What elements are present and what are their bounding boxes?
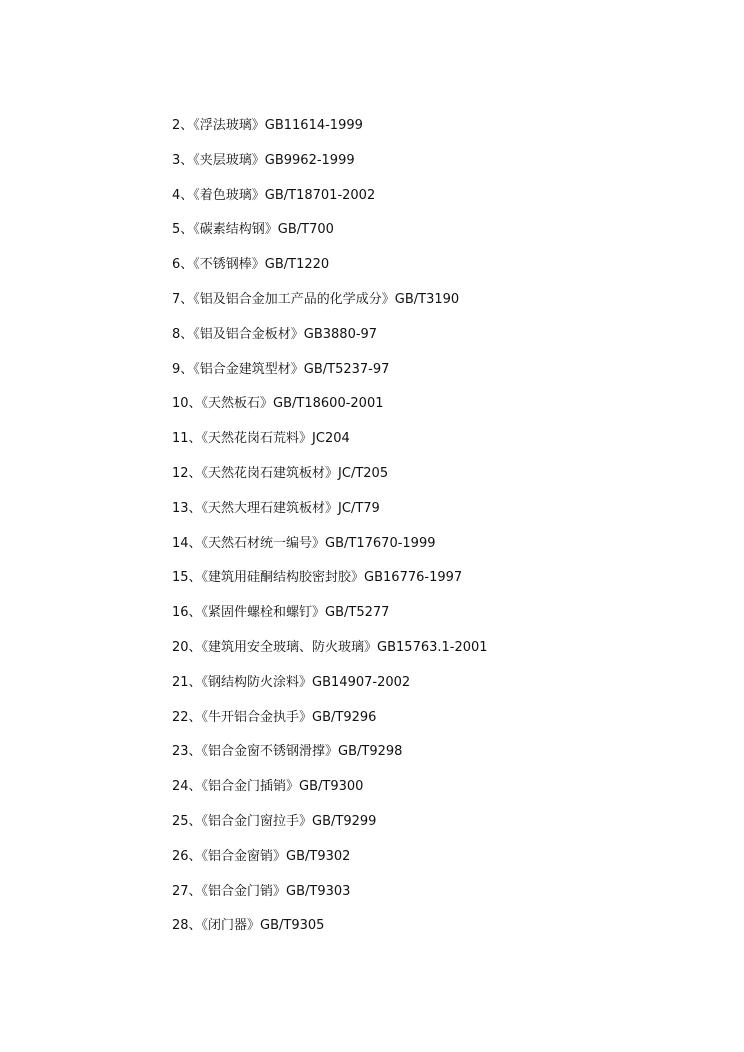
list-item: 25、《铝合金门窗拉手》GB/T9299 <box>172 813 377 829</box>
list-item: 24、《铝合金门插销》GB/T9300 <box>172 779 364 795</box>
standards-list <box>172 116 488 951</box>
list-item: 9、《铝合金建筑型材》GB/T5237-97 <box>172 361 390 377</box>
list-item: 15、《建筑用硅酮结构胶密封胶》GB16776-1997 <box>172 570 463 586</box>
list-item: 12、《天然花岗石建筑板材》JC/T205 <box>172 465 389 481</box>
list-item: 14、《天然石材统一编号》GB/T17670-1999 <box>172 535 436 551</box>
list-item: 20、《建筑用安全玻璃、防火玻璃》GB15763.1-2001 <box>172 639 488 655</box>
list-item: 10、《天然板石》GB/T18600-2001 <box>172 396 384 412</box>
list-item: 26、《铝合金窗销》GB/T9302 <box>172 848 351 864</box>
list-item: 13、《天然大理石建筑板材》JC/T79 <box>172 500 380 516</box>
list-item: 3、《夹层玻璃》GB9962-1999 <box>172 152 355 168</box>
list-item: 6、《不锈钢棒》GB/T1220 <box>172 257 330 273</box>
list-item: 22、《牛开铝合金执手》GB/T9296 <box>172 709 377 725</box>
list-item: 11、《天然花岗石荒料》JC204 <box>172 431 350 447</box>
list-item: 21、《钢结构防火涂料》GB14907-2002 <box>172 674 411 690</box>
list-item: 23、《铝合金窗不锈钢滑撑》GB/T9298 <box>172 744 403 760</box>
list-item: 5、《碳素结构钢》GB/T700 <box>172 222 334 238</box>
list-item: 7、《铝及铝合金加工产品的化学成分》GB/T3190 <box>172 291 460 307</box>
list-item: 8、《铝及铝合金板材》GB3880-97 <box>172 326 378 342</box>
list-item: 28、《闭门器》GB/T9305 <box>172 918 325 934</box>
list-item: 27、《铝合金门销》GB/T9303 <box>172 883 351 899</box>
list-item: 2、《浮法玻璃》GB11614-1999 <box>172 118 363 133</box>
list-item: 16、《紧固件螺栓和螺钉》GB/T5277 <box>172 605 390 621</box>
list-item: 4、《着色玻璃》GB/T18701-2002 <box>172 187 376 203</box>
